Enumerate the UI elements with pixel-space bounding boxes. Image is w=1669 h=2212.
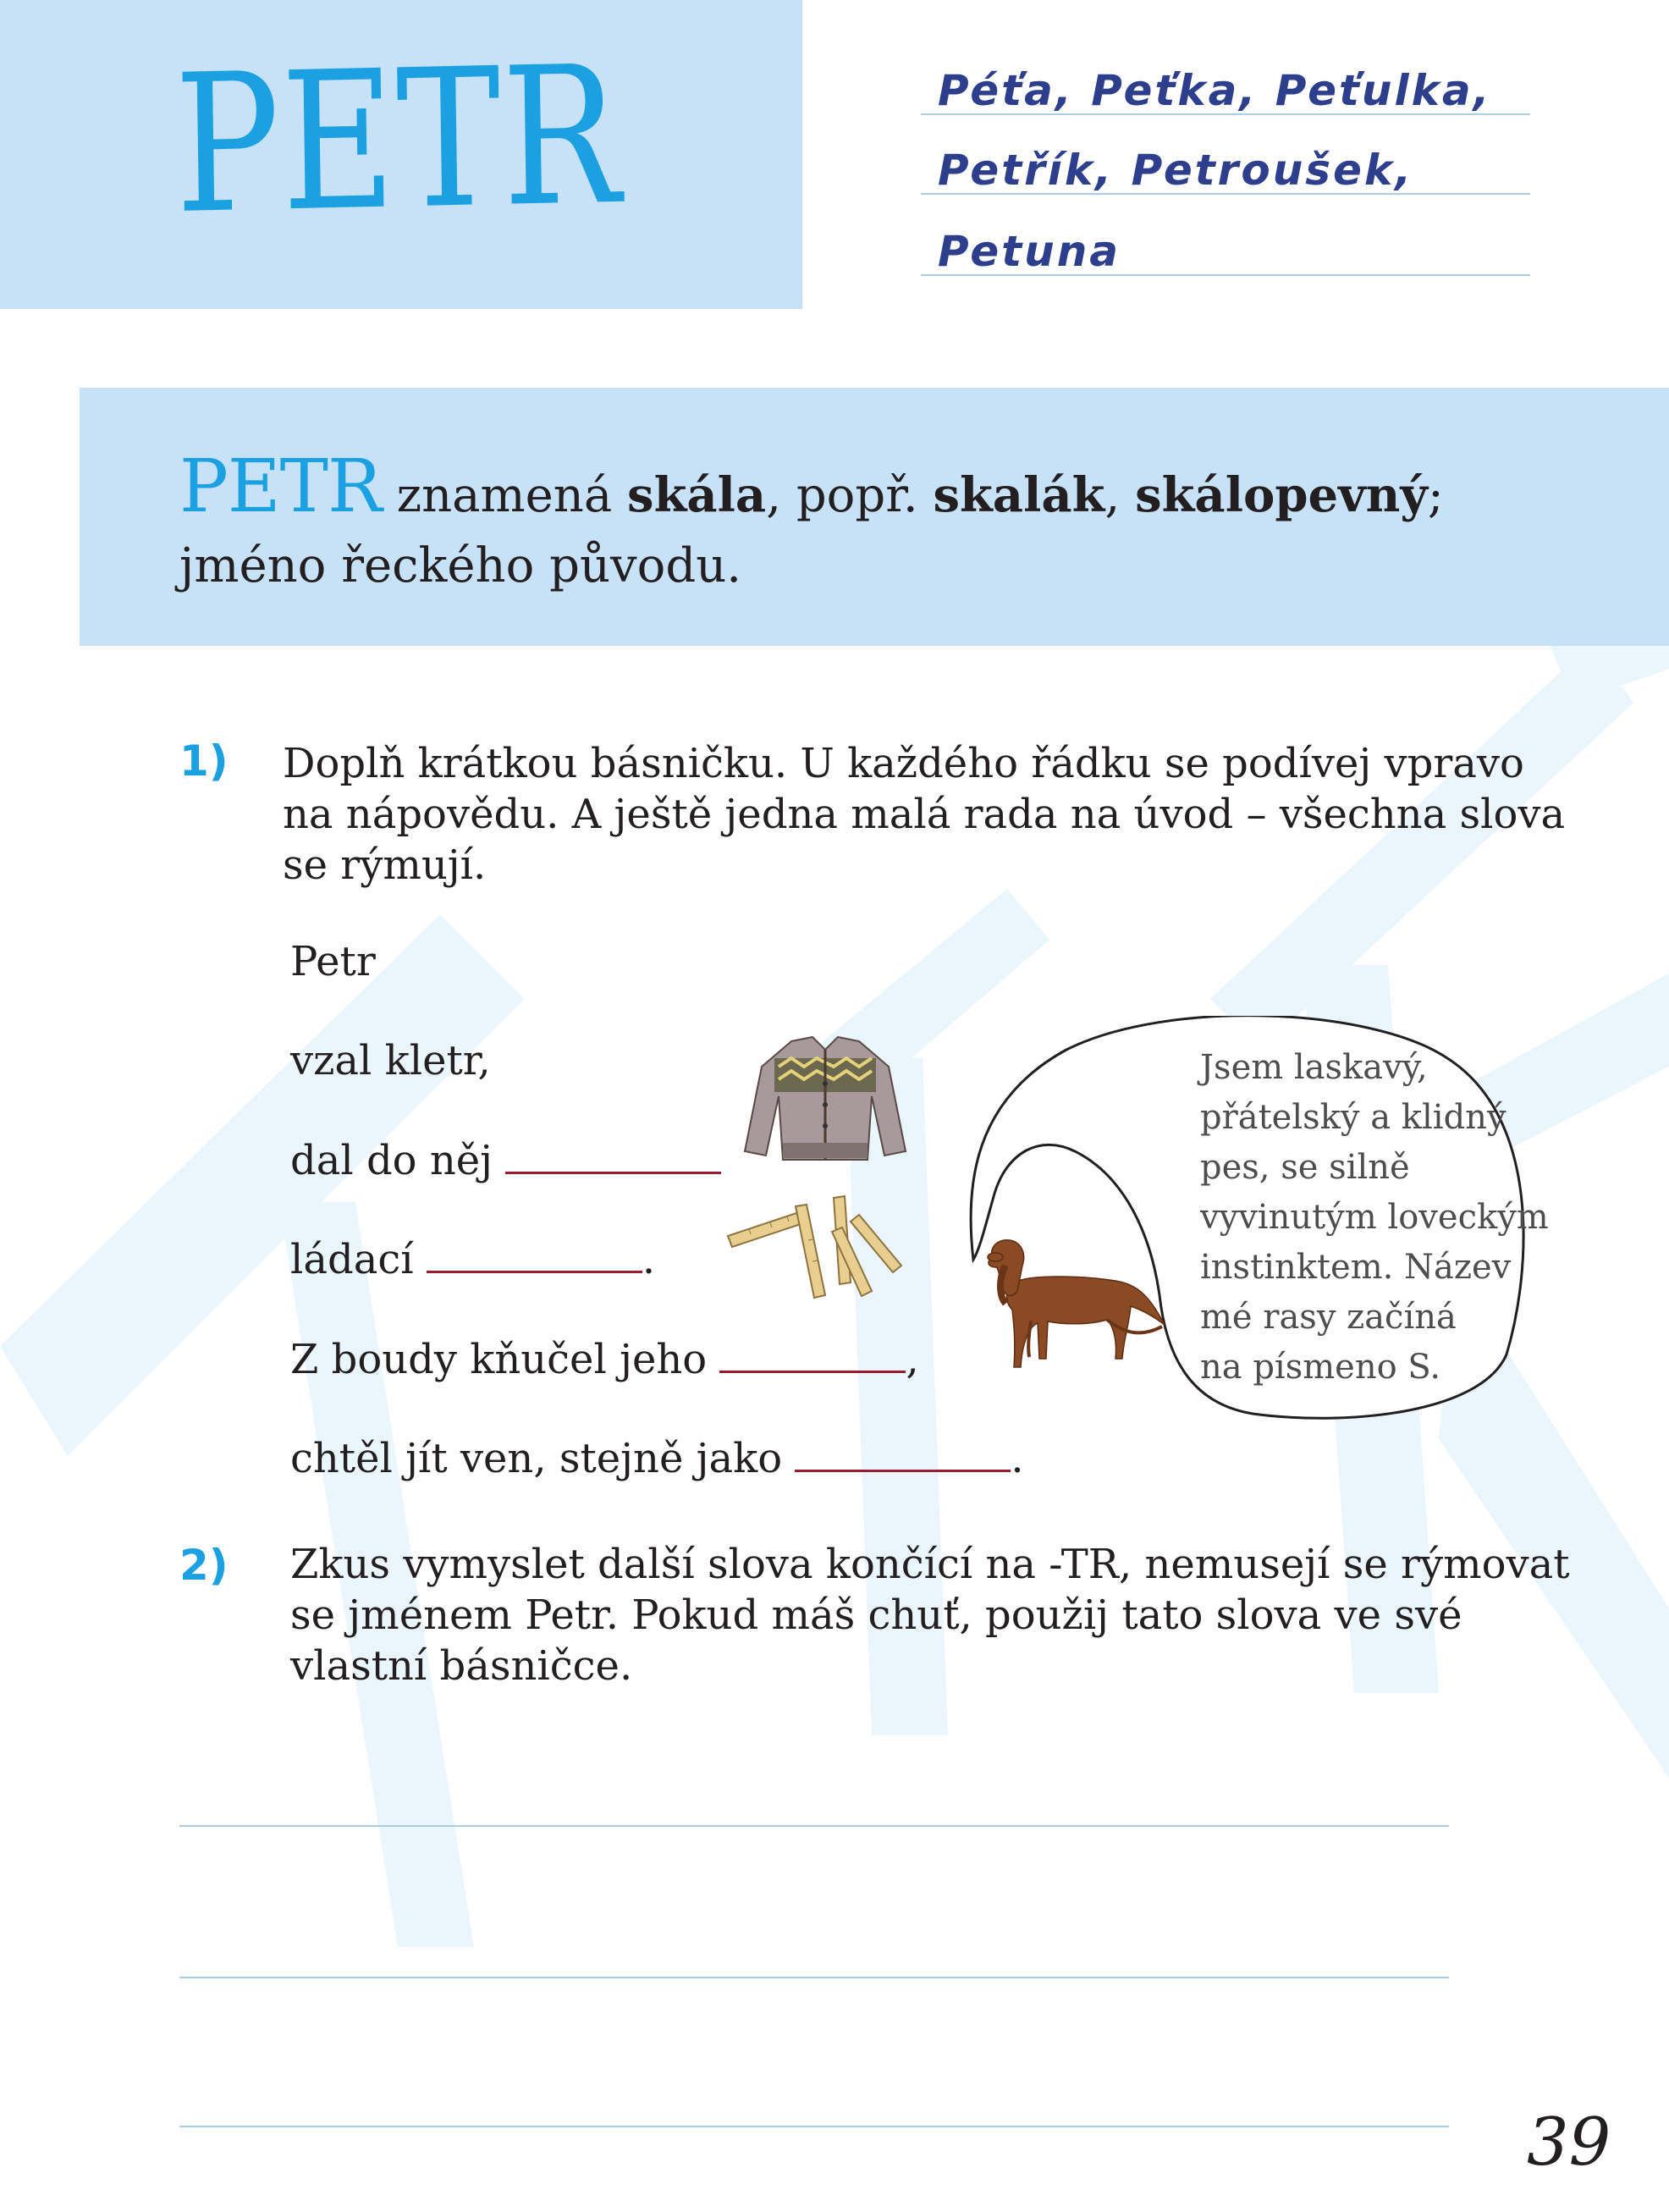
poem-line-2: vzal kletr, [290, 1037, 491, 1084]
bubble-line-3: pes, se silně [1200, 1148, 1410, 1187]
poem-line-4-text: ládací [290, 1236, 414, 1283]
folding-ruler-icon [724, 1189, 906, 1304]
task-2-line-1: Zkus vymyslet další slova končící na -TR, nemusejí se rýmovat [290, 1541, 1570, 1588]
poem-line-4 [290, 1236, 655, 1283]
poem-line-6 [290, 1435, 1024, 1482]
definition-line-2: jméno řeckého původu. [179, 538, 742, 593]
definition-sep-1: , popř. [766, 468, 918, 523]
definition-line-1 [179, 444, 1444, 529]
writing-line-2[interactable] [179, 1977, 1449, 1978]
task-2-line-3: vlastní básničce. [290, 1642, 633, 1690]
task-2-line-2: se jménem Petr. Pokud máš chuť, použij tato slova ve své [290, 1591, 1462, 1639]
bubble-line-5: instinktem. Název [1200, 1248, 1512, 1287]
nickname-line-1: Péťa, Peťka, Peťulka, [938, 66, 1492, 115]
task-1-line-3: se rýmují. [283, 841, 487, 889]
nickname-rule-2 [921, 193, 1530, 195]
blank-sweater[interactable] [505, 1171, 721, 1174]
definition-word-2: skalák [933, 467, 1105, 523]
definition-end: ; [1427, 468, 1444, 523]
poem-line-1: Petr [290, 938, 376, 985]
poem-line-3 [290, 1137, 721, 1184]
nickname-rule-3 [921, 274, 1530, 276]
blank-petr[interactable] [795, 1469, 1011, 1472]
setter-dog-icon [980, 1232, 1168, 1380]
definition-sep-2: , [1104, 468, 1121, 523]
nickname-rule-1 [921, 113, 1530, 115]
bubble-line-4: vyvinutým loveckým [1200, 1198, 1549, 1237]
bubble-line-6: mé rasy začíná [1200, 1298, 1457, 1337]
blank-dog[interactable] [719, 1370, 906, 1373]
poem-line-6-text: chtěl jít ven, stejně jako [290, 1435, 783, 1482]
task-2-number: 2) [179, 1541, 229, 1590]
bubble-line-2: přátelský a klidný [1200, 1098, 1507, 1137]
task-1-line-2: na nápovědu. A ještě jedna malá rada na úvod – všechna slova [283, 791, 1566, 838]
poem-line-4-punct: . [642, 1236, 656, 1283]
poem-line-5 [290, 1336, 919, 1383]
poem-line-6-punct: . [1011, 1435, 1024, 1482]
definition-name: PETR [179, 444, 382, 529]
writing-line-1[interactable] [179, 1825, 1449, 1827]
definition-intro: znamená [396, 468, 613, 523]
task-1-instructions [283, 738, 1565, 891]
page-title: PETR [173, 25, 623, 257]
poem-line-3-text: dal do něj [290, 1137, 493, 1184]
task-1-line-1: Doplň krátkou básničku. U každého řádku se podívej vpravo [283, 740, 1524, 787]
page-number: 39 [1527, 2104, 1611, 2181]
nickname-line-2: Petřík, Petroušek, [938, 146, 1414, 195]
poem-line-5-text: Z boudy kňučel jeho [290, 1336, 708, 1383]
bubble-text [1200, 1043, 1549, 1393]
poem-line-5-punct: , [906, 1336, 919, 1383]
task-2-instructions [290, 1539, 1570, 1691]
bubble-line-7: na písmeno S. [1200, 1348, 1441, 1387]
bubble-line-1: Jsem laskavý, [1200, 1048, 1428, 1087]
definition-word-3: skálopevný [1135, 467, 1428, 523]
definition-word-1: skála [627, 467, 767, 523]
nickname-line-3: Petuna [938, 227, 1121, 276]
sweater-icon [741, 1033, 910, 1172]
blank-ruler[interactable] [427, 1270, 642, 1273]
writing-line-3[interactable] [179, 2126, 1449, 2127]
task-1-number: 1) [179, 736, 229, 786]
